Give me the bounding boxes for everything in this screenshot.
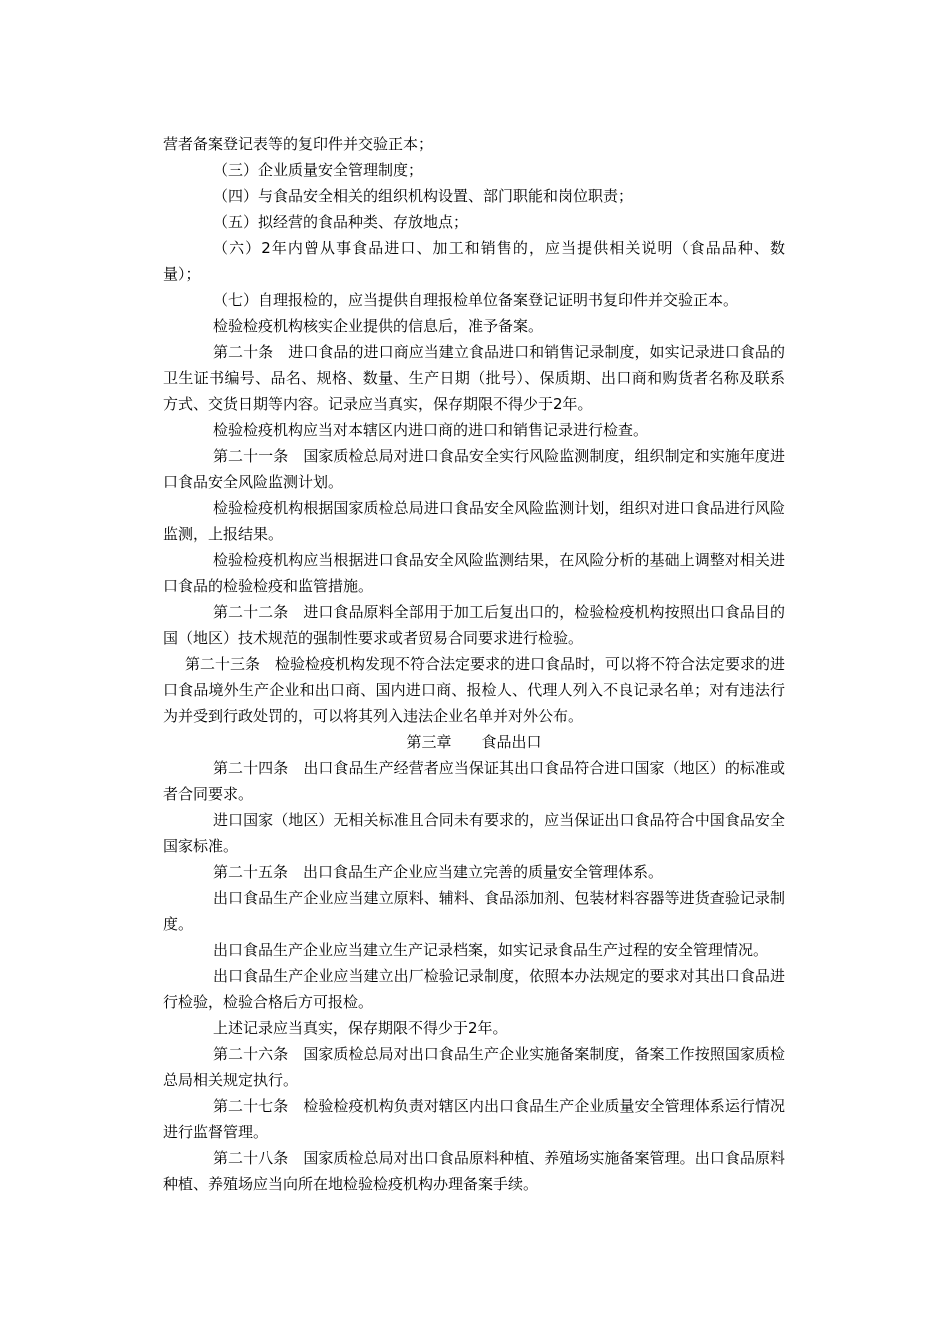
paragraph: 第二十二条 进口食品原料全部用于加工后复出口的，检验检疫机构按照出口食品目的国（地区）技术规范的强制性要求或者贸易合同要求进行检验。	[163, 603, 785, 647]
paragraph: 出口食品生产企业应当建立原料、辅料、食品添加剂、包装材料容器等进货查验记录制度。	[163, 889, 785, 933]
paragraph-group-chapter-three	[163, 755, 785, 1197]
paragraph-group-chapter-two	[163, 131, 785, 729]
paragraph: 第二十六条 国家质检总局对出口食品生产企业实施备案制度，备案工作按照国家质检总局相关规定执行。	[163, 1045, 785, 1089]
paragraph: 第二十条 进口食品的进口商应当建立食品进口和销售记录制度，如实记录进口食品的卫生证书编号、品名、规格、数量、生产日期（批号）、保质期、出口商和购货者名称及联系方式、交货日期等内容。记录应当真实，保存期限不得少于2年。	[163, 343, 785, 413]
paragraph: 检验检疫机构应当根据进口食品安全风险监测结果，在风险分析的基础上调整对相关进口食品的检验检疫和监管措施。	[163, 551, 785, 595]
paragraph: （三）企业质量安全管理制度；	[213, 161, 424, 179]
paragraph: 出口食品生产企业应当建立生产记录档案，如实记录食品生产过程的安全管理情况。	[213, 941, 769, 959]
paragraph: 检验检疫机构应当对本辖区内进口商的进口和销售记录进行检查。	[213, 421, 649, 439]
paragraph: 第二十五条 出口食品生产企业应当建立完善的质量安全管理体系。	[213, 863, 664, 881]
paragraph: （六）2年内曾从事食品进口、加工和销售的，应当提供相关说明（食品品种、数量）；	[163, 239, 785, 283]
paragraph: （五）拟经营的食品种类、存放地点；	[213, 213, 469, 231]
paragraph: 上述记录应当真实，保存期限不得少于2年。	[213, 1019, 508, 1037]
paragraph: （七）自理报检的，应当提供自理报检单位备案登记证明书复印件并交验正本。	[213, 291, 739, 309]
paragraph: 检验检疫机构根据国家质检总局进口食品安全风险监测计划，组织对进口食品进行风险监测，上报结果。	[163, 499, 785, 543]
paragraph: （四）与食品安全相关的组织机构设置、部门职能和岗位职责；	[213, 187, 634, 205]
paragraph: 进口国家（地区）无相关标准且合同未有要求的，应当保证出口食品符合中国食品安全国家标准。	[163, 811, 785, 855]
paragraph: 第二十一条 国家质检总局对进口食品安全实行风险监测制度，组织制定和实施年度进口食品安全风险监测计划。	[163, 447, 785, 491]
paragraph: 第二十四条 出口食品生产经营者应当保证其出口食品符合进口国家（地区）的标准或者合同要求。	[163, 759, 785, 803]
chapter-heading	[163, 729, 785, 755]
chapter-title: 食品出口	[481, 733, 542, 751]
paragraph: 第二十三条 检验检疫机构发现不符合法定要求的进口食品时，可以将不符合法定要求的进口食品境外生产企业和出口商、国内进口商、报检人、代理人列入不良记录名单；对有违法行为并受到行政处罚的，可以将其列入违法企业名单并对外公布。	[163, 655, 786, 725]
paragraph: 出口食品生产企业应当建立出厂检验记录制度，依照本办法规定的要求对其出口食品进行检验，检验合格后方可报检。	[163, 967, 785, 1011]
paragraph: 第二十八条 国家质检总局对出口食品原料种植、养殖场实施备案管理。出口食品原料种植、养殖场应当向所在地检验检疫机构办理备案手续。	[163, 1149, 785, 1193]
paragraph: 营者备案登记表等的复印件并交验正本；	[163, 135, 434, 153]
chapter-number: 第三章	[406, 733, 452, 751]
document-page	[163, 131, 785, 1197]
paragraph: 第二十七条 检验检疫机构负责对辖区内出口食品生产企业质量安全管理体系运行情况进行监督管理。	[163, 1097, 785, 1141]
paragraph: 检验检疫机构核实企业提供的信息后，准予备案。	[213, 317, 544, 335]
